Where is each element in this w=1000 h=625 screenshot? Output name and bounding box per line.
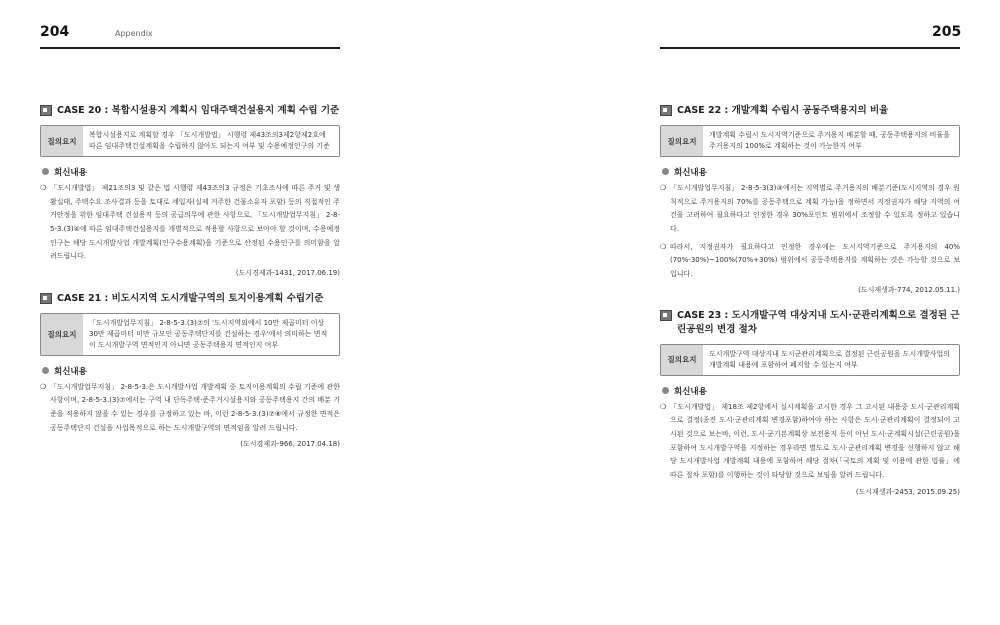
case-title	[660, 104, 960, 117]
reply-heading	[40, 166, 340, 178]
case-20	[40, 104, 340, 278]
case-marker-icon	[660, 310, 672, 321]
query-box	[660, 344, 960, 376]
query-box	[660, 125, 960, 157]
case-title-text: CASE 23 : 도시개발구역 대상지내 도시·군관리계획으로 결정된 근린공원의 변경 절차	[677, 310, 960, 335]
ring-bullet-icon: ❍	[660, 402, 667, 411]
query-text: 도시개발구역 대상지내 도시군관리계획으로 결정된 근린공원을 도시개발사업의 개발계획 내용에 포함하여 폐지할 수 있는지 여부	[703, 345, 959, 375]
right-header-rule	[660, 47, 960, 49]
left-column	[40, 104, 340, 463]
reply-paragraph	[660, 241, 960, 282]
reply-paragraph-text: 따라서, 지정권자가 필요하다고 인정한 경우에는 도시지역기준으로 주거용지의 40%(70%-30%)~100%(70%+30%) 범위에서 공동주택용지를 계획하는 것은 가능할 것으로 보입니다.	[670, 242, 960, 278]
query-text: 복합시설용지로 계획할 경우 「도시개발법」 시행령 제43조의3제2항제2호에 따른 임대주택건설계획을 수립하지 않아도 되는지 여부 및 수용예정인구의 기준	[83, 126, 339, 156]
query-text: 개발계획 수립시 도시지역기준으로 주거용지 배분할 때, 공동주택용지의 비율을 주거용지의 100%로 계획하는 것이 가능한지 여부	[703, 126, 959, 156]
query-box	[40, 125, 340, 157]
reply-paragraph	[660, 401, 960, 483]
query-label: 질의요지	[661, 126, 703, 156]
reply-paragraph-text: 「도시개발법」 제18조 제2항에서 실시계획을 고시한 경우 그 고시된 내용중 도시·군관리계획으로 결정(종전 도시·군관리계획 변경포함)하여야 하는 사항은 도시·군관리계획이 결정되어 고시된 것으로 보는바, 이런, 도시·군기본계획상 보전용지 등이 아닌 도시·군계획시설(근린공원)을 포함하여 도시개발구역을 지정하는 경우라면 별도로 도시·군관리계획 변경을 선행하지 않고 해당 도시개발사업 개발계획 내용에 포함하여 해당 절차(「국토의 계획 및 이용에 관한 법률」에 따른 절차 포함)를 이행하는 것이 타당할 것으로 보임을 알려 드립니다.	[670, 402, 960, 479]
reply-heading-text: 회신내용	[54, 167, 87, 178]
ring-bullet-icon: ❍	[40, 183, 47, 192]
case-23	[660, 309, 960, 496]
reply-heading	[40, 365, 340, 377]
case-title	[40, 292, 340, 305]
query-label: 질의요지	[661, 345, 703, 375]
reference: (도시경제과-966, 2017.04.18)	[240, 440, 340, 449]
reply-paragraph	[660, 182, 960, 237]
case-title	[660, 309, 960, 336]
case-marker-icon	[660, 105, 672, 116]
left-header-rule	[40, 47, 340, 49]
ring-bullet-icon: ❍	[660, 242, 667, 251]
reply-dot-icon	[42, 168, 49, 175]
reply-dot-icon	[42, 367, 49, 374]
case-title-text: CASE 21 : 비도시지역 도시개발구역의 토지이용계획 수립기준	[57, 292, 324, 304]
reference: (도시재생과-2453, 2015.09.25)	[855, 487, 960, 496]
reply-paragraph-text: 「도시개발법」 제21조의3 및 같은 법 시행령 제43조의3 규정은 기초조사에 따른 주거 및 생활실태, 주택수요 조사결과 등을 토대로 세입자(실제 거주한 건물소유자 포함) 등의 직접적인 주거안정을 위한 임대주택 건설용지 등의 공급의무에 관한 사항으로, 「도시개발업무지침」 2-8-5-3.(3)④에 따른 임대주택건설용지를 개별적으로 적용할 사항으로 보아야 할 것이며, 수용예정인구는 해당 도시개발사업 개발계획(인구수용계획)을 기준으로 산정된 수용인구를 의미함을 알려드립니다.	[50, 183, 340, 261]
reply-paragraph	[40, 182, 340, 264]
case-title-text: CASE 22 : 개발계획 수립시 공동주택용지의 비율	[677, 105, 889, 116]
query-box	[40, 313, 340, 356]
section-name: Appendix	[115, 29, 153, 38]
right-page-number: 205	[932, 24, 962, 40]
reply-heading	[660, 166, 960, 178]
reply-dot-icon	[662, 387, 669, 394]
right-column	[660, 104, 960, 511]
case-marker-icon	[40, 293, 52, 304]
case-21	[40, 292, 340, 449]
reply-paragraph-text: 「도시개발업무지침」 2-8-5-3(3)③에서는 지역별로 주거용지의 배분기준(도시지역의 경우 원칙적으로 주거용지의 70%를 공동주택으로 계획 가능)을 정하면서 지정권자가 해당 지역의 여건을 고려하여 필요하다고 인정한 경우 30%포인트 범위에서 조정할 수 있도록 정하고 있습니다.	[670, 183, 960, 233]
ring-bullet-icon: ❍	[40, 382, 47, 391]
reply-paragraph	[40, 381, 340, 436]
case-22	[660, 104, 960, 295]
left-page-number: 204	[40, 24, 70, 40]
reply-heading-text: 회신내용	[674, 386, 707, 397]
ring-bullet-icon: ❍	[660, 183, 667, 192]
reply-heading-text: 회신내용	[54, 366, 87, 377]
case-marker-icon	[40, 105, 52, 116]
case-title	[40, 104, 340, 117]
case-title-text: CASE 20 : 복합시설용지 계획시 임대주택건설용지 계획 수립 기준	[57, 105, 340, 116]
query-label: 질의요지	[41, 314, 83, 355]
reference: (도시경제과-1431, 2017.06.19)	[235, 268, 340, 277]
reference: (도시재생과-774, 2012.05.11.)	[858, 286, 960, 295]
reply-dot-icon	[662, 168, 669, 175]
reply-heading-text: 회신내용	[674, 167, 707, 178]
query-text: 「도시개발업무지침」 2-8-5-3.(3)⑦의 '도시지역외에서 10만 제곱미터 이상 30만 제곱미터 미만 규모인 공동주택단지를 건설하는 경우'에서 의미하는 면적이 도시개발구역 면적인지 아니면 공동주택용지 면적인지 여부	[83, 314, 339, 355]
reply-paragraph-text: 「도시개발업무지침」 2-8-5-3.은 도시개발사업 개발계획 중 토지이용계획의 수립 기준에 관한 사항이며, 2-8-5-3.(3)⑦에서는 구역 내 단독주택·준주거시설용지와 공동주택용지 간의 배분 기준을 적용하지 않을 수 있는 경우를 규정하고 있는 바, 이런 2-8-5-3.(3)⑦⑧에서 규정한 면적은 공동주택단지 건설을 사업목적으로 하는 도시개발구역의 면적임을 알려 드립니다.	[50, 382, 340, 432]
reply-heading	[660, 385, 960, 397]
query-label: 질의요지	[41, 126, 83, 156]
